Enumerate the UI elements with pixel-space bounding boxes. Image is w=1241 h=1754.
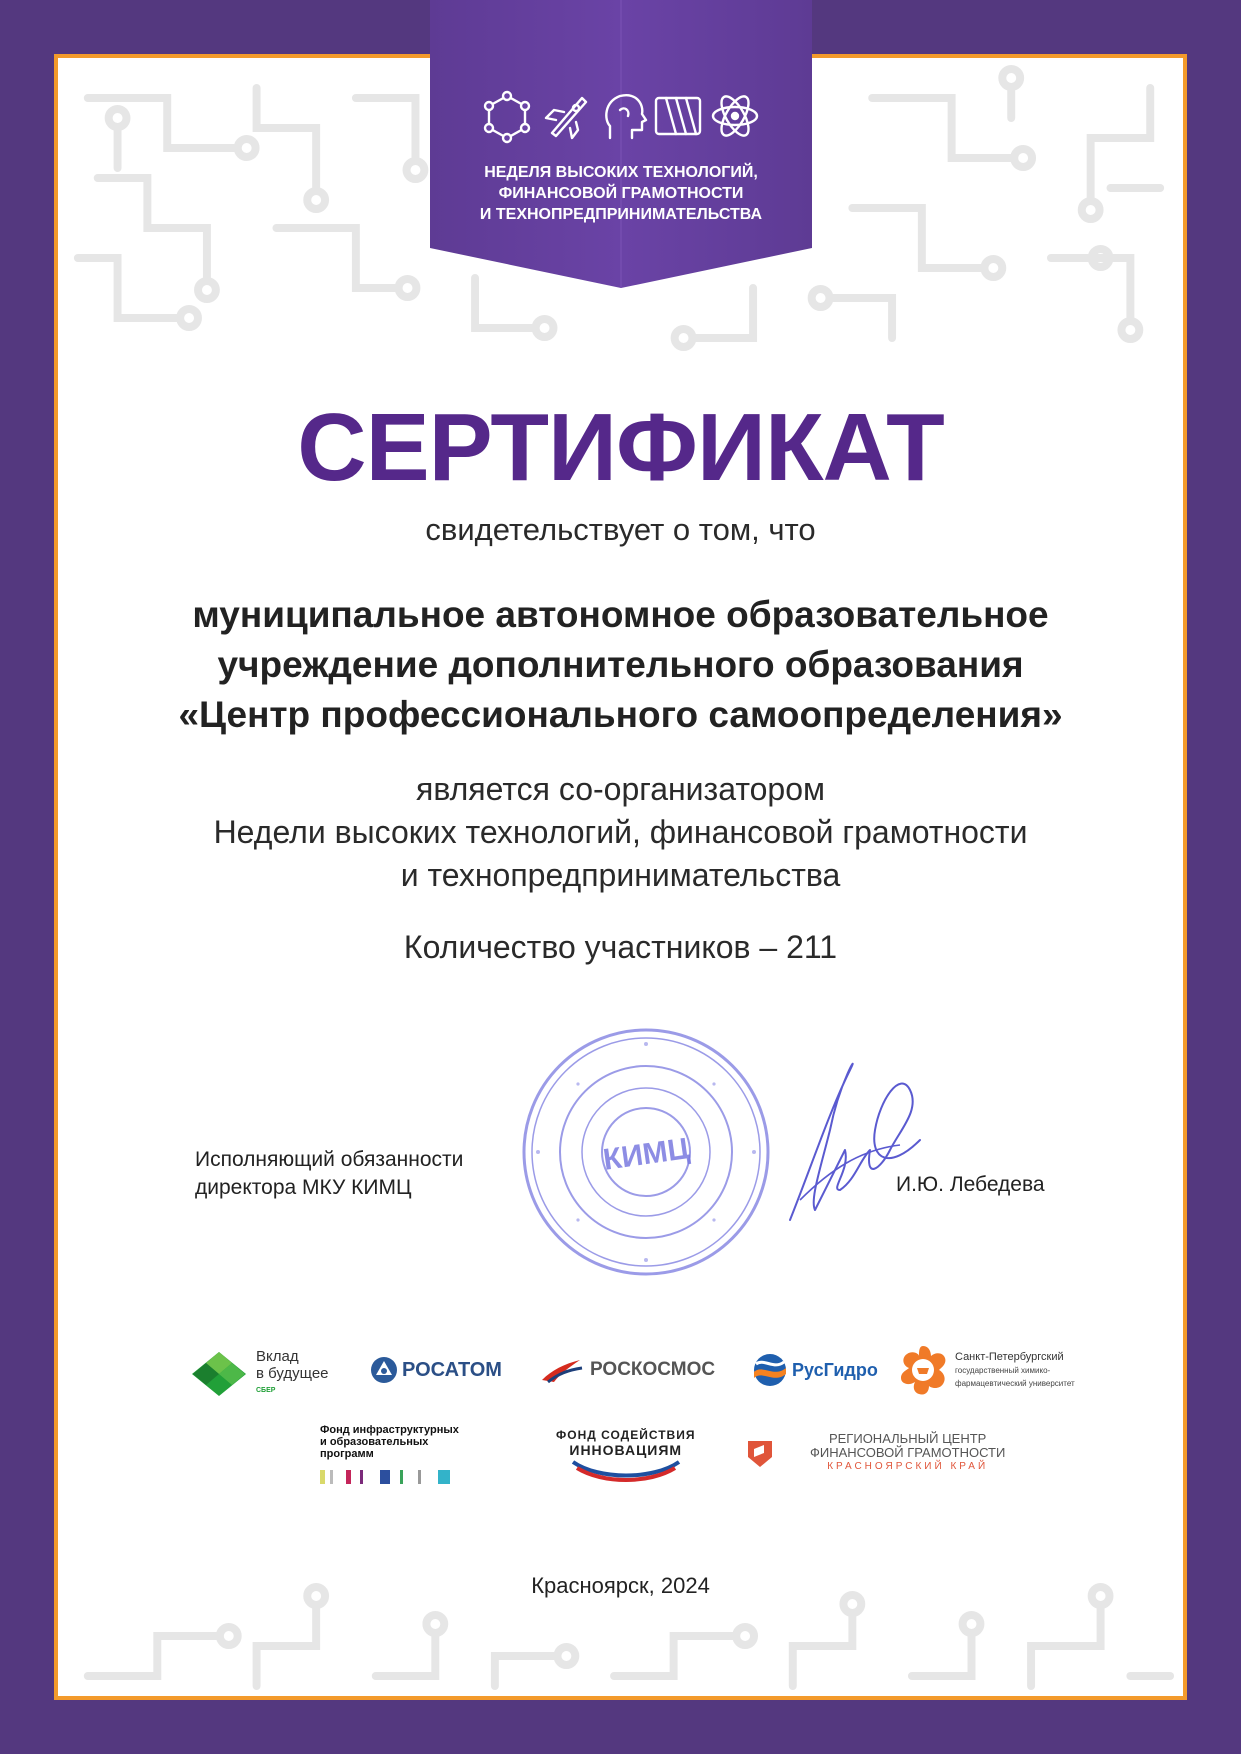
- spbu-line3: фармацевтический университет: [955, 1378, 1075, 1388]
- vklad-line1: Вклад: [256, 1348, 299, 1365]
- ribbon-line: НЕДЕЛЯ ВЫСОКИХ ТЕХНОЛОГИЙ,: [484, 164, 758, 181]
- fund-innov-line2: ИННОВАЦИЯМ: [569, 1442, 683, 1458]
- regional-line3: КРАСНОЯРСКИЙ КРАЙ: [827, 1461, 989, 1472]
- rushydro-label: РусГидро: [792, 1359, 878, 1380]
- ribbon-icons: [482, 88, 762, 148]
- logo-rushydro: [752, 1352, 878, 1388]
- regional-line2: ФИНАНСОВОЙ ГРАМОТНОСТИ: [810, 1445, 1006, 1460]
- organization-name: [0, 590, 1241, 740]
- organization-line: «Центр профессионального самоопределения»: [178, 694, 1063, 735]
- regional-line1: РЕГИОНАЛЬНЫЙ ЦЕНТР: [828, 1431, 987, 1446]
- logo-fund-innov: [556, 1428, 695, 1482]
- fund-infra-line2: и образовательных: [320, 1436, 429, 1448]
- head-profile-icon: [606, 95, 646, 138]
- signer-name: И.Ю. Лебедева: [896, 1173, 1045, 1196]
- participants-count: Количество участников – 211: [403, 929, 838, 965]
- role-line: Недели высоких технологий, финансовой грамотности: [213, 814, 1028, 850]
- roskosmos-icon: [540, 1356, 584, 1384]
- spbu-line2: государственный химико-: [955, 1365, 1051, 1375]
- signer-title-line: Исполняющий обязанности: [195, 1148, 464, 1171]
- ribbon-line: ФИНАНСОВОЙ ГРАМОТНОСТИ: [498, 185, 744, 202]
- organization-line: учреждение дополнительного образования: [217, 644, 1024, 685]
- fund-infra-bars-icon: [320, 1470, 454, 1484]
- vklad-diamond-icon: [190, 1350, 248, 1398]
- rushydro-icon: [752, 1352, 788, 1388]
- city-year: Красноярск, 2024: [531, 1573, 710, 1598]
- vklad-sber: СБЕР: [256, 1387, 276, 1394]
- rocket-icon: [546, 98, 586, 138]
- rosatom-label: РОСАТОМ: [402, 1358, 502, 1381]
- spbu-line1: Санкт-Петербургский: [955, 1350, 1064, 1363]
- chip-icon: [656, 98, 700, 134]
- atom-icon: [713, 92, 757, 139]
- fund-innov-line1: ФОНД СОДЕЙСТВИЯ: [556, 1428, 696, 1442]
- roskosmos-label: РОСКОСМОС: [590, 1359, 716, 1380]
- vklad-line2: в будущее: [256, 1365, 329, 1382]
- signer-title-line: директора МКУ КИМЦ: [195, 1176, 412, 1199]
- rosatom-icon: [370, 1356, 398, 1384]
- regional-emblem-icon: [746, 1437, 774, 1469]
- logo-vklad: [190, 1348, 329, 1399]
- logo-spbu: [895, 1342, 1075, 1398]
- ribbon-line: И ТЕХНОПРЕДПРИНИМАТЕЛЬСТВА: [479, 206, 763, 223]
- role-line: и технопредпринимательства: [400, 857, 841, 893]
- logo-regional: [746, 1432, 1005, 1474]
- certificate-title: СЕРТИФИКАТ: [297, 394, 944, 501]
- stamp-center-text: КИМЦ: [601, 1132, 692, 1177]
- event-ribbon: [430, 0, 812, 288]
- fund-infra-line1: Фонд инфраструктурных: [320, 1424, 459, 1436]
- fund-infra-line3: программ: [320, 1448, 374, 1460]
- organization-line: муниципальное автономное образовательное: [192, 594, 1049, 635]
- official-stamp: [518, 1024, 774, 1280]
- role-line: является со-организатором: [415, 771, 825, 807]
- spbu-flower-icon: [895, 1342, 951, 1398]
- signer-title: [195, 1146, 463, 1202]
- molecule-icon: [485, 92, 529, 142]
- logo-roskosmos: [540, 1356, 715, 1384]
- fund-innov-swoosh-icon: [569, 1458, 683, 1482]
- certifies-text: свидетельствует о том, что: [425, 512, 816, 547]
- logo-rosatom: [370, 1356, 502, 1384]
- role-text: [0, 768, 1241, 897]
- ribbon-title: [430, 162, 812, 225]
- logo-fund-infra: [320, 1424, 459, 1484]
- handwritten-signature: [770, 1050, 930, 1230]
